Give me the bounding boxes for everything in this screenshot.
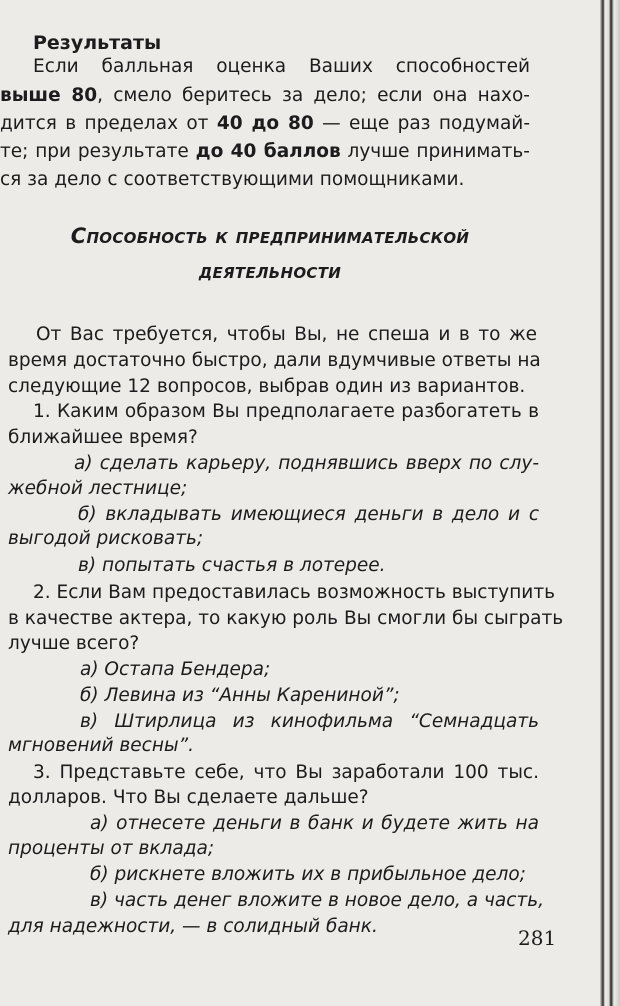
q3-question-line-1: 3. Представьте себе, что Вы заработали 100 тыс.: [33, 762, 539, 783]
results-line-4: те; при результате до 40 баллов лучше принимать-: [0, 141, 530, 162]
q1-option-a-line-2: жебной лестнице;: [8, 478, 188, 499]
section-title-line-1: Способность к предпринимательской: [70, 224, 470, 248]
q3-option-c-line-1: в) часть денег вложите в новое дело, а часть,: [90, 890, 544, 911]
section-title-line-2: деятельности: [198, 259, 342, 283]
intro-line-3: следующие 12 вопросов, выбрав один из вариантов.: [8, 376, 526, 397]
q2-option-c-line-1: в) Штирлица из кинофильма “Семнадцать: [80, 711, 539, 732]
q3-option-a-line-1: а) отнесете деньги в банк и будете жить на: [90, 813, 539, 834]
results-line-5: ся за дело с соответствующими помощниками.: [0, 169, 465, 190]
q3-option-a-line-2: проценты от вклада;: [8, 838, 215, 859]
q2-question-line-3: лучше всего?: [8, 633, 140, 654]
intro-line-1: От Вас требуется, чтобы Вы, не спеша и в то же: [36, 324, 537, 345]
q3-option-b: б) рискнете вложить их в прибыльное дело;: [90, 864, 526, 885]
q1-option-a-line-1: а) сделать карьеру, поднявшись вверх по слу-: [74, 453, 539, 474]
page-number: 281: [518, 926, 557, 950]
results-line-3: дится в пределах от 40 до 80 — еще раз подумай-: [0, 113, 530, 134]
results-line-2: выше 80, смело беритесь за дело; если она нахо-: [0, 85, 530, 106]
results-heading: Результаты: [33, 32, 162, 54]
q2-option-b: б) Левина из “Анны Карениной”;: [80, 685, 400, 706]
q1-question-line-1: 1. Каким образом Вы предполагаете разбогатеть в: [33, 401, 539, 422]
q1-option-b-line-2: выгодой рисковать;: [8, 528, 204, 549]
q2-option-a: а) Остапа Бендера;: [80, 659, 271, 680]
page-edge: [600, 0, 620, 1006]
q2-question-line-2: в качестве актера, то какую роль Вы смогли бы сыграть: [8, 608, 564, 629]
q1-option-b-line-1: б) вкладывать имеющиеся деньги в дело и с: [78, 504, 539, 525]
intro-line-2: время достаточно быстро, дали вдумчивые ответы на: [8, 350, 541, 371]
q1-question-line-2: ближайшее время?: [8, 427, 198, 448]
q3-option-c-line-2: для надежности, — в солидный банк.: [8, 916, 378, 937]
q2-option-c-line-2: мгновений весны”.: [8, 735, 195, 756]
q1-option-c: в) попытать счастья в лотерее.: [78, 555, 386, 576]
results-line-1: Если балльная оценка Ваших способностей: [33, 56, 530, 77]
q2-question-line-1: 2. Если Вам предоставилась возможность выступить: [33, 582, 555, 603]
q3-question-line-2: долларов. Что Вы сделаете дальше?: [8, 787, 369, 808]
